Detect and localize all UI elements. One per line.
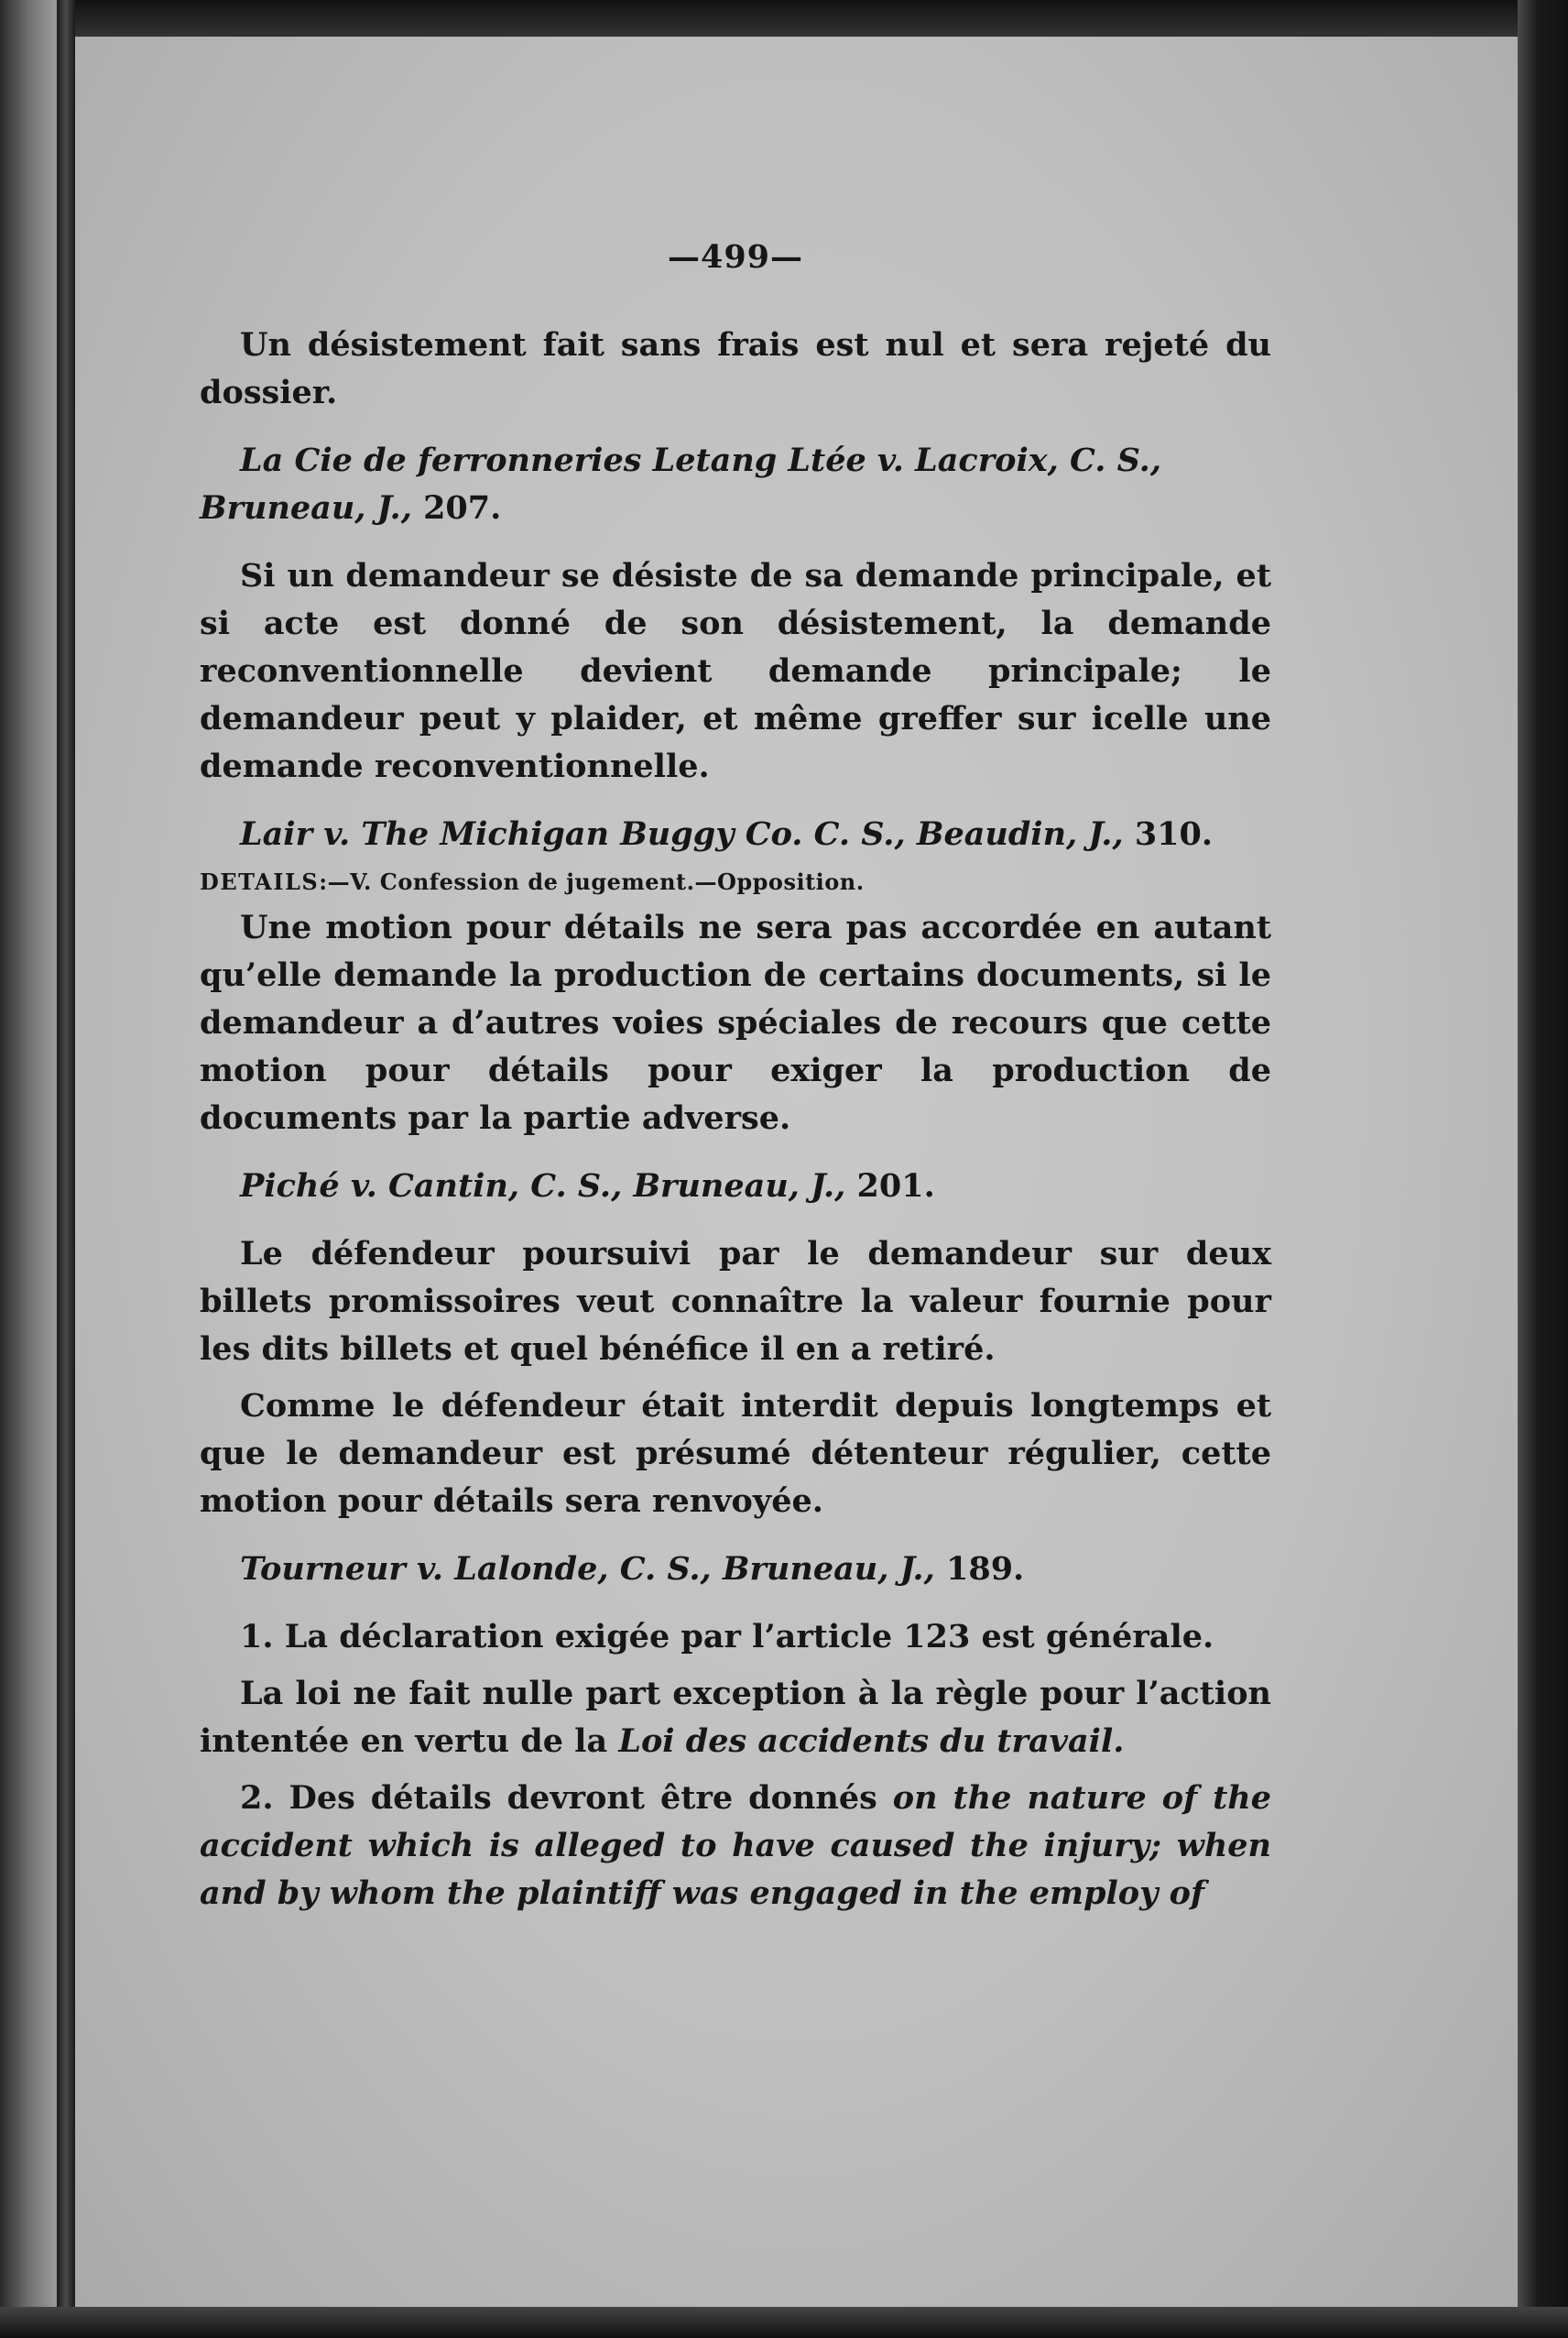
paragraph-billets: Le défendeur poursuivi par le demandeur sur deux billets promissoires veut connaître la valeur fournie pour les dits billets et quel bénéfice il en a retiré.: [200, 1235, 1271, 1368]
scan-right-edge: [1518, 0, 1568, 2338]
paragraph-loi-accidents-text: La loi ne fait nulle part exception à la règle pour l’action intentée en vertu de la: [200, 1675, 1271, 1760]
citation-tourneur-text: Tourneur v. Lalonde, C. S., Bruneau, J.,: [240, 1550, 946, 1588]
paragraph-details-donnes-italic: on the nature of the accident which is alleged to have caused the injury; when and by whom the plaintiff was engaged in the employ of: [200, 1779, 1271, 1912]
book-gutter: [57, 0, 75, 2338]
citation-lair-text: Lair v. The Michigan Buggy Co. C. S., Beaudin, J.,: [240, 815, 1135, 853]
paragraph-desistement: Un désistement fait sans frais est nul et sera rejeté du dossier.: [200, 326, 1271, 411]
citation-lair-page: 310.: [1134, 815, 1214, 853]
citation-piche-text: Piché v. Cantin, C. S., Bruneau, J.,: [240, 1167, 857, 1205]
page-number: —499—: [667, 238, 804, 276]
citation-lair: [200, 811, 1271, 858]
paragraph-loi-accidents: [200, 1670, 1271, 1765]
section-heading-details: [200, 866, 1271, 899]
citation-letang-text: La Cie de ferronneries Letang Ltée v. Lacroix, C. S., Bruneau, J.,: [200, 442, 1162, 527]
citation-letang-page: 207.: [423, 489, 502, 527]
paragraph-details-donnes-text: 2. Des détails devront être donnés: [240, 1779, 893, 1817]
citation-tourneur-page: 189.: [946, 1550, 1025, 1588]
paragraph-interdit: Comme le défendeur était interdit depuis longtemps et que le demandeur est présumé détenteur régulier, cette motion pour détails sera renvoyée.: [200, 1387, 1271, 1520]
paragraph-details-donnes: [200, 1775, 1271, 1917]
page-text: [200, 234, 1271, 1917]
citation-letang: [200, 437, 1271, 532]
paragraph-loi-accidents-italic: Loi des accidents du travail.: [618, 1722, 1125, 1760]
paragraph-motion-details: Une motion pour détails ne sera pas accordée en autant qu’elle demande la production de certains documents, si le demandeur a d’autres voies spéciales de recours que cette motion pour détails pour exiger la production de documents par la partie adverse.: [200, 909, 1271, 1137]
citation-piche-page: 201.: [856, 1167, 935, 1205]
citation-piche: [200, 1163, 1271, 1210]
paragraph-demande-reconventionnelle: Si un demandeur se désiste de sa demande principale, et si acte est donné de son désistement, la demande reconventionnelle devient demande principale; le demandeur peut y plaider, et même greffer sur icelle une demande reconventionnelle.: [200, 557, 1271, 785]
scan-bottom-edge: [0, 2307, 1568, 2338]
citation-tourneur: [200, 1546, 1271, 1593]
paragraph-declaration: 1. La déclaration exigée par l’article 123 est générale.: [240, 1618, 1214, 1655]
section-heading-text: :—V. Confession de jugement.—Opposition.: [319, 869, 865, 895]
section-heading-label: DETAILS: [200, 869, 320, 895]
